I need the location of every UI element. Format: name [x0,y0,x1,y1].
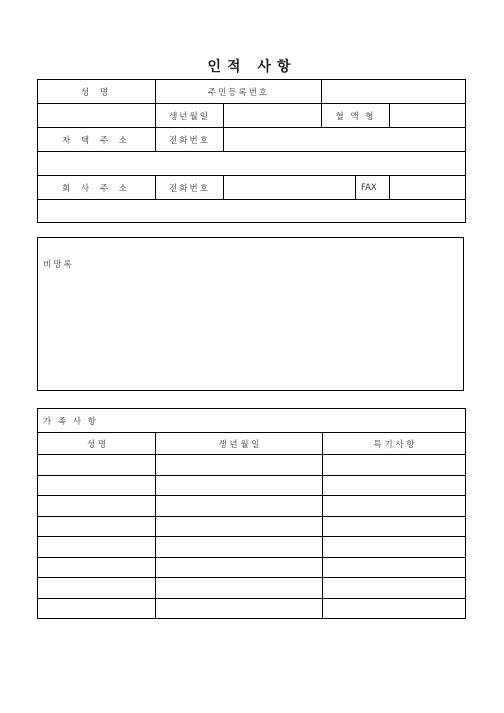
name-value[interactable] [38,104,156,128]
company-address-value[interactable] [38,200,466,223]
family-row [38,598,466,619]
home-phone-label: 전화번호 [156,128,224,152]
family-row [38,496,466,517]
company-phone-value[interactable] [224,176,356,200]
family-name-cell[interactable] [38,537,156,558]
family-birth-cell[interactable] [156,496,323,517]
family-note-cell[interactable] [323,455,466,476]
name-label: 성 명 [38,80,156,104]
family-note-cell[interactable] [323,537,466,558]
personal-info-table [37,79,466,223]
family-name-cell[interactable] [38,455,156,476]
family-name-cell[interactable] [38,516,156,537]
family-birth-cell[interactable] [156,578,323,599]
family-section-label: 가 족 사 항 [38,409,466,433]
home-phone-value[interactable] [224,128,466,152]
family-birth-cell[interactable] [156,455,323,476]
memo-label: 비망록 [43,260,74,270]
family-birth-cell[interactable] [156,475,323,496]
family-birth-cell[interactable] [156,598,323,619]
birth-value[interactable] [224,104,322,128]
family-row [38,516,466,537]
family-birth-cell[interactable] [156,537,323,558]
family-note-cell[interactable] [323,557,466,578]
birth-label: 생년월일 [156,104,224,128]
fax-label: FAX [356,176,390,200]
family-row [38,578,466,599]
company-phone-label: 전화번호 [156,176,224,200]
family-birth-cell[interactable] [156,557,323,578]
family-table [37,408,466,619]
family-note-cell[interactable] [323,578,466,599]
family-note-cell[interactable] [323,475,466,496]
page-title: 인적 사항 [207,59,297,75]
home-address-value[interactable] [38,152,466,176]
family-name-cell[interactable] [38,598,156,619]
family-row [38,557,466,578]
family-note-cell[interactable] [323,598,466,619]
resident-no-value[interactable] [322,80,466,104]
company-address-label: 회 사 주 소 [38,176,156,200]
memo-box[interactable] [37,237,464,391]
family-row [38,475,466,496]
resident-no-label: 주민등록번호 [156,80,322,104]
family-header-name: 성 명 [38,433,156,455]
family-note-cell[interactable] [323,496,466,517]
family-row [38,455,466,476]
blood-type-value[interactable] [390,104,466,128]
family-header-note: 특 기 사 항 [323,433,466,455]
family-name-cell[interactable] [38,475,156,496]
family-birth-cell[interactable] [156,516,323,537]
family-row [38,537,466,558]
blood-type-label: 혈 액 형 [322,104,390,128]
fax-value[interactable] [390,176,466,200]
home-address-label: 자 택 주 소 [38,128,156,152]
family-name-cell[interactable] [38,557,156,578]
family-name-cell[interactable] [38,496,156,517]
family-header-birth: 생 년 월 일 [156,433,323,455]
family-name-cell[interactable] [38,578,156,599]
family-note-cell[interactable] [323,516,466,537]
